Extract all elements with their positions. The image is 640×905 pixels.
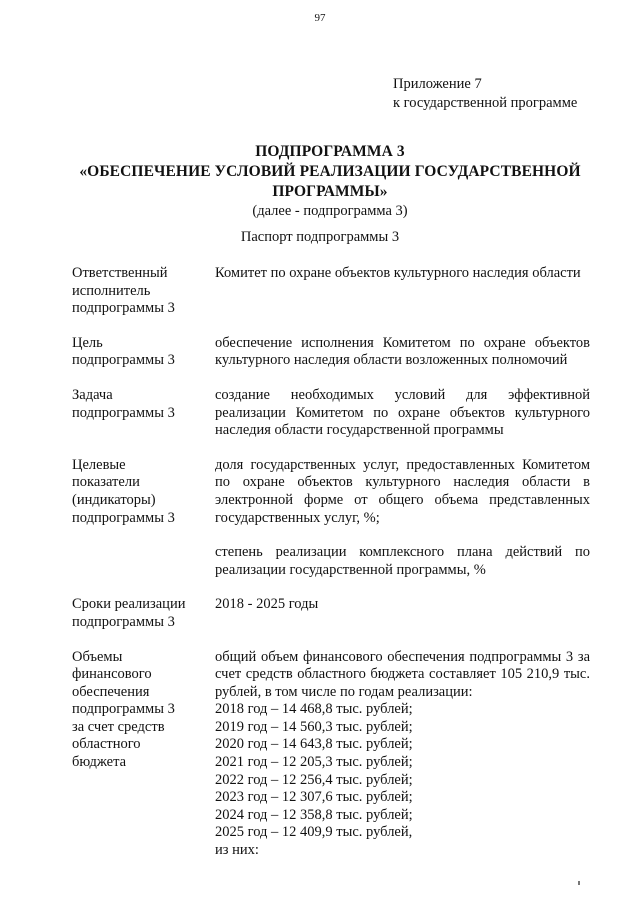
- label-line: Задача: [72, 386, 113, 403]
- label-line: за счет средств: [72, 718, 165, 735]
- row-label: [72, 265, 215, 318]
- passport-row-task: [72, 387, 590, 440]
- label-line: финансового: [72, 666, 152, 683]
- passport-row-funding: [72, 649, 590, 860]
- label-line: подпрограммы 3: [72, 701, 175, 718]
- funding-year-line: 2019 год – 14 560,3 тыс. рублей;: [215, 718, 413, 735]
- row-value: [215, 265, 590, 318]
- passport-row-indicators: [72, 457, 590, 580]
- funding-year-line: 2021 год – 12 205,3 тыс. рублей;: [215, 754, 413, 771]
- passport-title: Паспорт подпрограммы 3: [240, 229, 400, 245]
- passport-row-responsible: [72, 265, 590, 318]
- label-line: областного: [72, 736, 141, 753]
- label-line: подпрограммы 3: [72, 300, 175, 317]
- funding-year-line: 2024 год – 12 358,8 тыс. рублей;: [215, 806, 413, 823]
- funding-year-line: 2020 год – 14 643,8 тыс. рублей;: [215, 736, 413, 753]
- label-line: подпрограммы 3: [72, 613, 175, 630]
- label-line: Объемы: [72, 648, 123, 665]
- label-line: обеспечения: [72, 683, 150, 700]
- appendix-line-1: Приложение 7: [393, 76, 482, 92]
- row-value: [215, 649, 590, 860]
- document-title: [60, 142, 600, 221]
- row-value: [215, 387, 590, 440]
- value-paragraph: 2018 - 2025 годы: [215, 596, 319, 613]
- title-line-1: ПОДПРОГРАММА 3: [255, 143, 405, 160]
- label-line: подпрограммы 3: [72, 404, 175, 421]
- row-label: [72, 596, 215, 631]
- label-line: бюджета: [72, 754, 127, 771]
- appendix-note: [393, 75, 577, 113]
- row-label: [72, 387, 215, 440]
- funding-closing: из них:: [215, 842, 259, 859]
- label-line: Целевые: [72, 456, 126, 473]
- label-line: исполнитель: [72, 282, 151, 299]
- value-paragraph: степень реализации комплексного плана действий по реализации государственной программы, %: [215, 544, 590, 578]
- title-line-2: «ОБЕСПЕЧЕНИЕ УСЛОВИЙ РЕАЛИЗАЦИИ ГОСУДАРСТВЕННОЙ: [79, 163, 581, 180]
- row-label: [72, 649, 215, 860]
- passport-table: [72, 265, 590, 877]
- page-number: 97: [314, 12, 326, 24]
- row-value: [215, 596, 590, 631]
- value-paragraph: Комитет по охране объектов культурного наследия области: [215, 265, 581, 281]
- funding-year-line: 2023 год – 12 307,6 тыс. рублей;: [215, 789, 413, 806]
- value-paragraph: доля государственных услуг, предоставленных Комитетом по охране объектов культурного наследия области в электронной форме от общего объема представленных государственных услуг, %;: [215, 456, 590, 526]
- label-line: показатели: [72, 474, 140, 491]
- label-line: Сроки реализации: [72, 596, 186, 613]
- value-paragraph: создание необходимых условий для эффективной реализации Комитетом по охране объектов культурного наследия области государственной программы: [215, 386, 590, 439]
- passport-row-goal: [72, 335, 590, 370]
- title-subtitle: (далее - подпрограмма 3): [252, 203, 408, 219]
- title-line-3: ПРОГРАММЫ»: [272, 183, 388, 200]
- appendix-line-2: к государственной программе: [393, 95, 578, 111]
- funding-year-line: 2022 год – 12 256,4 тыс. рублей;: [215, 771, 413, 788]
- funding-year-line: 2025 год – 12 409,9 тыс. рублей,: [215, 824, 413, 841]
- scan-mark: [578, 881, 580, 885]
- row-label: [72, 335, 215, 370]
- label-line: (индикаторы): [72, 491, 156, 508]
- row-value: [215, 335, 590, 370]
- label-line: подпрограммы 3: [72, 509, 175, 526]
- label-line: подпрограммы 3: [72, 352, 175, 369]
- label-line: Ответственный: [72, 265, 168, 281]
- row-label: [72, 457, 215, 580]
- funding-year-line: 2018 год – 14 468,8 тыс. рублей;: [215, 701, 413, 718]
- funding-intro: общий объем финансового обеспечения подпрограммы 3 за счет средств областного бюджета составляет 105 210,9 тыс. рублей, в том числе по годам реализации:: [215, 648, 590, 700]
- value-paragraph: обеспечение исполнения Комитетом по охране объектов культурного наследия области возложенных полномочий: [215, 334, 590, 369]
- label-line: Цель: [72, 334, 103, 351]
- row-value: [215, 457, 590, 580]
- passport-row-terms: [72, 596, 590, 631]
